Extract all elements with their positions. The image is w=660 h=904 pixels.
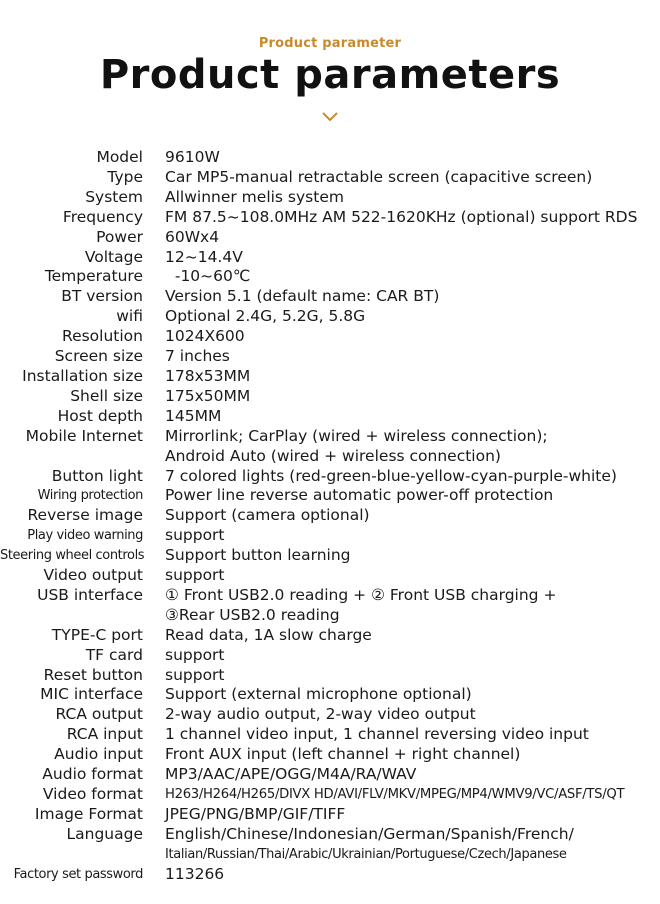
param-value-line: 113266: [165, 864, 225, 883]
param-value-line: Car MP5-manual retractable screen (capacitive screen): [165, 167, 593, 186]
parameter-list: [0, 148, 660, 885]
param-value-line: Allwinner melis system: [165, 187, 344, 206]
param-label: TYPE-C port: [51, 625, 143, 644]
param-label: MIC interface: [40, 685, 143, 704]
param-value-line: Power line reverse automatic power-off protection: [165, 486, 554, 505]
param-row: [0, 805, 660, 825]
param-value-line: Support button learning: [165, 546, 351, 565]
param-row: [0, 168, 660, 188]
param-value-line: Mirrorlink; CarPlay (wired + wireless connection);: [165, 426, 548, 445]
param-value: [165, 666, 660, 686]
param-value-line: FM 87.5~108.0MHz AM 522-1620KHz (optional) support RDS: [165, 207, 638, 226]
param-value: [165, 228, 660, 248]
param-value-line: Support (camera optional): [165, 506, 370, 525]
param-value: [165, 506, 660, 526]
param-row: [0, 506, 660, 526]
param-label: Video format: [42, 785, 143, 803]
param-row: [0, 705, 660, 725]
param-label: Voltage: [84, 247, 143, 266]
param-row: [0, 347, 660, 367]
param-label: Factory set password: [13, 866, 143, 882]
param-row: [0, 725, 660, 745]
chevron-down-icon: [320, 110, 340, 124]
param-row: [0, 825, 660, 865]
param-value-line: 1024X600: [165, 327, 245, 346]
param-row: [0, 387, 660, 407]
param-row: [0, 546, 660, 566]
param-row: [0, 785, 660, 805]
param-value-line: ① Front USB2.0 reading + ② Front USB charging +: [165, 585, 557, 604]
param-label: Mobile Internet: [25, 426, 143, 445]
param-value-line: support: [165, 526, 225, 545]
param-value-line: 60Wx4: [165, 227, 220, 246]
param-row: [0, 685, 660, 705]
param-label: Play video warning: [27, 528, 143, 544]
param-label: Power: [96, 227, 143, 246]
param-label: Button light: [51, 466, 143, 485]
param-value: [165, 427, 660, 467]
param-row: [0, 626, 660, 646]
param-label: wifi: [116, 307, 143, 326]
param-row: [0, 765, 660, 785]
param-value: [165, 307, 660, 327]
param-value-line: Italian/Russian/Thai/Arabic/Ukrainian/Portuguese/Czech/Japanese: [165, 846, 567, 862]
param-value: [165, 646, 660, 666]
param-label: Reverse image: [27, 506, 143, 525]
param-value: [165, 248, 660, 268]
param-value-line: Support (external microphone optional): [165, 685, 472, 704]
param-row: [0, 526, 660, 546]
param-value-line: 175x50MM: [165, 386, 251, 405]
param-label: RCA output: [55, 705, 143, 724]
param-value: [165, 188, 660, 208]
param-value-line: 7 colored lights (red-green-blue-yellow-cyan-purple-white): [165, 466, 617, 485]
param-label: Model: [96, 148, 143, 166]
param-value: [165, 168, 660, 188]
param-row: [0, 486, 660, 506]
param-label: RCA input: [66, 725, 143, 744]
param-row: [0, 427, 660, 467]
param-value: [165, 725, 660, 745]
param-value-line: Read data, 1A slow charge: [165, 625, 372, 644]
param-row: [0, 148, 660, 168]
param-value: [165, 805, 660, 825]
param-value-line: Optional 2.4G, 5.2G, 5.8G: [165, 307, 366, 326]
page-title: Product parameters: [99, 52, 561, 98]
param-label: BT version: [61, 287, 143, 306]
param-label: Reset button: [43, 665, 143, 684]
param-row: [0, 307, 660, 327]
param-row: [0, 188, 660, 208]
param-value: [165, 267, 660, 287]
param-value: [165, 825, 660, 865]
param-label: Steering wheel controls: [0, 548, 145, 564]
param-row: [0, 566, 660, 586]
param-value: [165, 765, 660, 785]
param-label: Type: [107, 167, 143, 186]
param-row: [0, 327, 660, 347]
param-label: TF card: [85, 645, 143, 664]
param-value-line: support: [165, 566, 225, 585]
param-value-line: 12~14.4V: [165, 247, 243, 266]
param-value: [165, 705, 660, 725]
param-value: [165, 745, 660, 765]
param-value: [165, 586, 660, 626]
param-value-line: -10~60℃: [165, 267, 251, 286]
param-row: [0, 666, 660, 686]
param-row: [0, 267, 660, 287]
param-label: USB interface: [37, 585, 143, 604]
param-value-line: H263/H264/H265/DIVX HD/AVI/FLV/MKV/MPEG/MP4/WMV9/VC/ASF/TS/QT: [165, 787, 625, 802]
param-value-line: JPEG/PNG/BMP/GIF/TIFF: [165, 804, 346, 823]
param-value-line: support: [165, 645, 225, 664]
param-row: [0, 745, 660, 765]
section-eyebrow: Product parameter: [258, 36, 402, 51]
param-label: Resolution: [62, 327, 143, 346]
param-label: Video output: [43, 566, 143, 585]
param-label: Audio input: [54, 745, 143, 764]
param-value-line: Android Auto (wired + wireless connection): [165, 446, 501, 465]
param-value: [165, 865, 660, 885]
param-value-line: Version 5.1 (default name: CAR BT): [165, 287, 440, 306]
param-value: [165, 208, 660, 228]
param-value-line: 1 channel video input, 1 channel reversing video input: [165, 725, 589, 744]
param-label: Temperature: [44, 267, 143, 286]
param-label: Host depth: [57, 406, 143, 425]
param-label: Image Format: [34, 804, 143, 823]
param-row: [0, 467, 660, 487]
param-value: [165, 407, 660, 427]
param-value: [165, 785, 660, 805]
param-value: [165, 685, 660, 705]
param-label: Frequency: [62, 207, 143, 226]
param-value-line: English/Chinese/Indonesian/German/Spanish/French/: [165, 824, 574, 843]
param-label: Installation size: [22, 366, 143, 385]
param-value: [165, 287, 660, 307]
param-row: [0, 287, 660, 307]
param-value-line: MP3/AAC/APE/OGG/M4A/RA/WAV: [165, 765, 417, 784]
param-value-line: 2-way audio output, 2-way video output: [165, 705, 476, 724]
param-label: Screen size: [54, 347, 143, 366]
param-value: [165, 526, 660, 546]
param-row: [0, 646, 660, 666]
param-value-line: 9610W: [165, 148, 220, 166]
param-label: Language: [66, 824, 143, 843]
param-value-line: 178x53MM: [165, 366, 251, 385]
param-label: Wiring protection: [37, 488, 143, 504]
param-row: [0, 228, 660, 248]
param-value: [165, 566, 660, 586]
param-value: [165, 486, 660, 506]
param-row: [0, 248, 660, 268]
param-value: [165, 367, 660, 387]
param-value: [165, 626, 660, 646]
param-value-line: 7 inches: [165, 347, 230, 366]
param-value: [165, 347, 660, 367]
param-value-line: 145MM: [165, 406, 222, 425]
param-value-line: support: [165, 665, 225, 684]
param-label: Audio format: [42, 765, 143, 784]
param-row: [0, 586, 660, 626]
param-value-line: ③Rear USB2.0 reading: [165, 605, 340, 624]
param-value-line: Front AUX input (left channel + right channel): [165, 745, 521, 764]
param-value: [165, 148, 660, 168]
param-row: [0, 367, 660, 387]
param-value: [165, 387, 660, 407]
param-value: [165, 467, 660, 487]
param-value: [165, 327, 660, 347]
param-label: Shell size: [70, 386, 143, 405]
param-label: System: [85, 187, 143, 206]
param-row: [0, 208, 660, 228]
param-row: [0, 865, 660, 885]
param-value: [165, 546, 660, 566]
param-row: [0, 407, 660, 427]
